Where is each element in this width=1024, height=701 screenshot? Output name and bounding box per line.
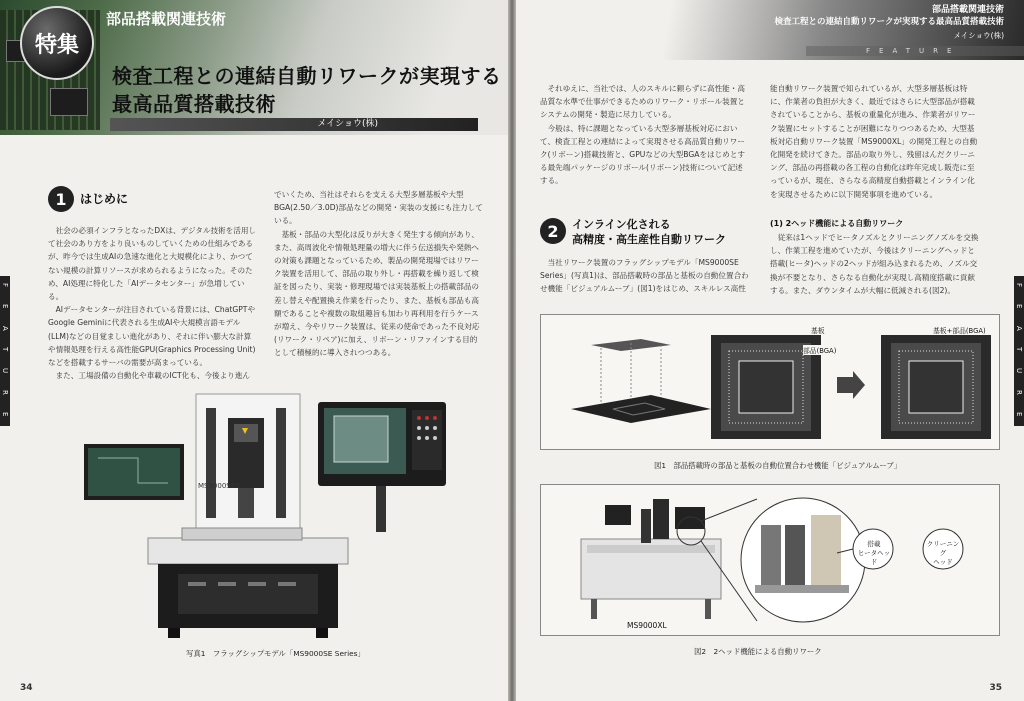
subsection-title: (1) 2ヘッド機能による自動リワーク <box>770 219 904 228</box>
machine-photo <box>78 388 458 643</box>
fig1-label-combined: 基板+部品(BGA) <box>933 327 986 335</box>
fig2-machine-name: MS9000XL <box>627 621 667 630</box>
section2-title-line1: インライン化される <box>572 218 671 231</box>
pcb-chip <box>50 88 88 116</box>
paragraph: 基板・部品の大型化は反りが大きく発生する傾向があり、また、高周波化や情報処理量の増大に伴う伝送損失や発熱への対策も課題となっているため、製品の開発現場ではリワーク装置を活用して、部品の取り外し・再搭載を繰り返して検証を図ったり、実装・修理現場では実装基板上の搭載部品の差し替えや配置換え作業を行ったり、また、基板も部品も高額であることや複数の取組趣旨も加わり再利用を行うケースが増え、今やリワーク装置は、従来の使命であった不良対応(リワーク・リペア)に加え、リボーン・リファインする目的として積極的に導入されつつある。 <box>274 229 480 358</box>
feature-badge: 特集 <box>20 6 94 80</box>
section-number-2: 2 <box>540 218 566 244</box>
fig1-label-part: 部品(BGA) <box>803 347 837 355</box>
side-feature-tab: F E A T U R E <box>0 276 10 426</box>
section1-col2 <box>274 188 484 360</box>
page-number: 35 <box>989 683 1002 693</box>
paragraph: また、工場設備の自動化や車載のICT化も、今後より進ん <box>55 371 251 381</box>
subsection-text <box>770 231 982 297</box>
fig1-label-substrate: 基板 <box>811 327 825 335</box>
paragraph: それゆえに、当社では、人のスキルに頼らずに高性能・高品質な水準で仕事ができるためのリワーク・リボール装置とシステムの開発・製造に尽力している。 <box>540 84 745 120</box>
figure1-illustration <box>541 315 1001 451</box>
left-page <box>0 0 508 701</box>
page-number: 34 <box>20 683 33 693</box>
figure2-caption: 図2 2ヘッド機能による自動リワーク <box>694 647 822 656</box>
section2-title-line2: 高精度・高生産性自動リワーク <box>572 233 726 246</box>
article-title-line2: 最高品質搭載技術 <box>112 92 276 116</box>
paragraph: 従来は1ヘッドでヒータノズルとクリーニングノズルを交換し、作業工程を進めていたが、今後はクリーニングヘッドと搭載(ヒータ)ヘッドの2ヘッドが組み込まれるため、ノズル交換が不要となり、さらなる自動化が実現し高精度搭載に貢献する。また、ダウンタイムが大幅に低減される(図2)。 <box>770 233 979 295</box>
side-feature-tab: F E A T U R E <box>1014 276 1024 426</box>
page-gutter <box>508 0 516 701</box>
fig2-label-cleaning-head: クリーニング ヘッド <box>926 540 960 566</box>
section-title-1: はじめに <box>80 192 129 206</box>
company-bar: メイショウ(株) <box>110 118 478 131</box>
header-title: 検査工程との連結自動リワークが実現する最高品質搭載技術 <box>774 17 1004 27</box>
paragraph: 当社リワーク装置のフラッグシップモデル「MS9000SE Series」(写真1)は、部品搭載時の部品と基板の自動位置合わせ機能「ビジュアルムーブ」(図1)をはじめ、スキルレス高性 <box>540 258 749 294</box>
section-tag: 部品搭載関連技術 <box>106 10 227 28</box>
right-col1-top <box>540 82 750 188</box>
figure2 <box>540 484 1000 636</box>
section-number-1: 1 <box>48 186 74 212</box>
figure1 <box>540 314 1000 450</box>
right-page <box>516 0 1024 701</box>
fig2-label-heater-head: 搭載 ヒータヘッド <box>857 540 891 566</box>
header-tag: 部品搭載関連技術 <box>931 5 1004 15</box>
photo1-caption: 写真1 フラッグシップモデル「MS9000SE Series」 <box>186 649 365 658</box>
paragraph: AIデータセンターが注目されている背景には、ChatGPTやGoogle Geminiに代表される生成AIや大規模言語モデル(LLM)などの目覚ましい進化があり、それに伴い膨大な計算や情報処理を行える高性能GPU(Graphics Processing Unit)などを搭載するサーバの需要が高まっている。 <box>48 305 256 368</box>
right-col2-top <box>770 82 982 201</box>
section1-col1 <box>48 224 258 382</box>
feature-strip: FEATURE <box>806 46 1024 56</box>
paragraph: でいくため、当社はそれらを支える大型多層基板や大型BGA(2.50／3.0D)部品などの開発・実装の支援にも注力している。 <box>274 190 483 226</box>
header-company: メイショウ(株) <box>953 31 1004 40</box>
section2-text <box>540 256 750 296</box>
paragraph: 社会の必須インフラとなったDXは、デジタル技術を活用して社会のあり方をより良いものしていくための仕組みであるが、昨今では生成AIの急速な進化と大規模化により、かつてない規模の計算リソースが求められるようになった。そのため、AI処理に特化した「AIデータセンター」が急増している。 <box>48 226 257 302</box>
paragraph: 今般は、特に課題となっている大型多層基板対応において、検査工程との連結によって実現させる高品質自動リワーク(リボーン)搭載技術と、GPUなどの大型BGAをはじめとする最先端パッケージのリボール(リボーン)技術について記述する。 <box>540 123 746 186</box>
machine-brand: MS9000SEII <box>198 482 240 490</box>
figure1-caption: 図1 部品搭載時の部品と基板の自動位置合わせ機能「ビジュアルムーブ」 <box>654 461 902 470</box>
paragraph: 能自動リワーク装置で知られているが、大型多層基板は特に、作業者の負担が大きく、最近ではさらに大型部品が搭載されていることから、基板の重量化が進み、作業者がリワーク装置にセットすることが困難になりつつあるため、大型基板対応自動リワーク装置「MS9000XL」の開発工程との自動化開発を続けてきた。部品の取り外し、残留はんだクリーニング、部品の再搭載の各工程の自動化は昨年完成し販売に至っているが、現在、さらなる高精度自動搭載とインライン化を実現させるために以下開発事項を進めている。 <box>770 84 978 199</box>
article-title-line1: 検査工程との連結自動リワークが実現する <box>112 64 502 88</box>
